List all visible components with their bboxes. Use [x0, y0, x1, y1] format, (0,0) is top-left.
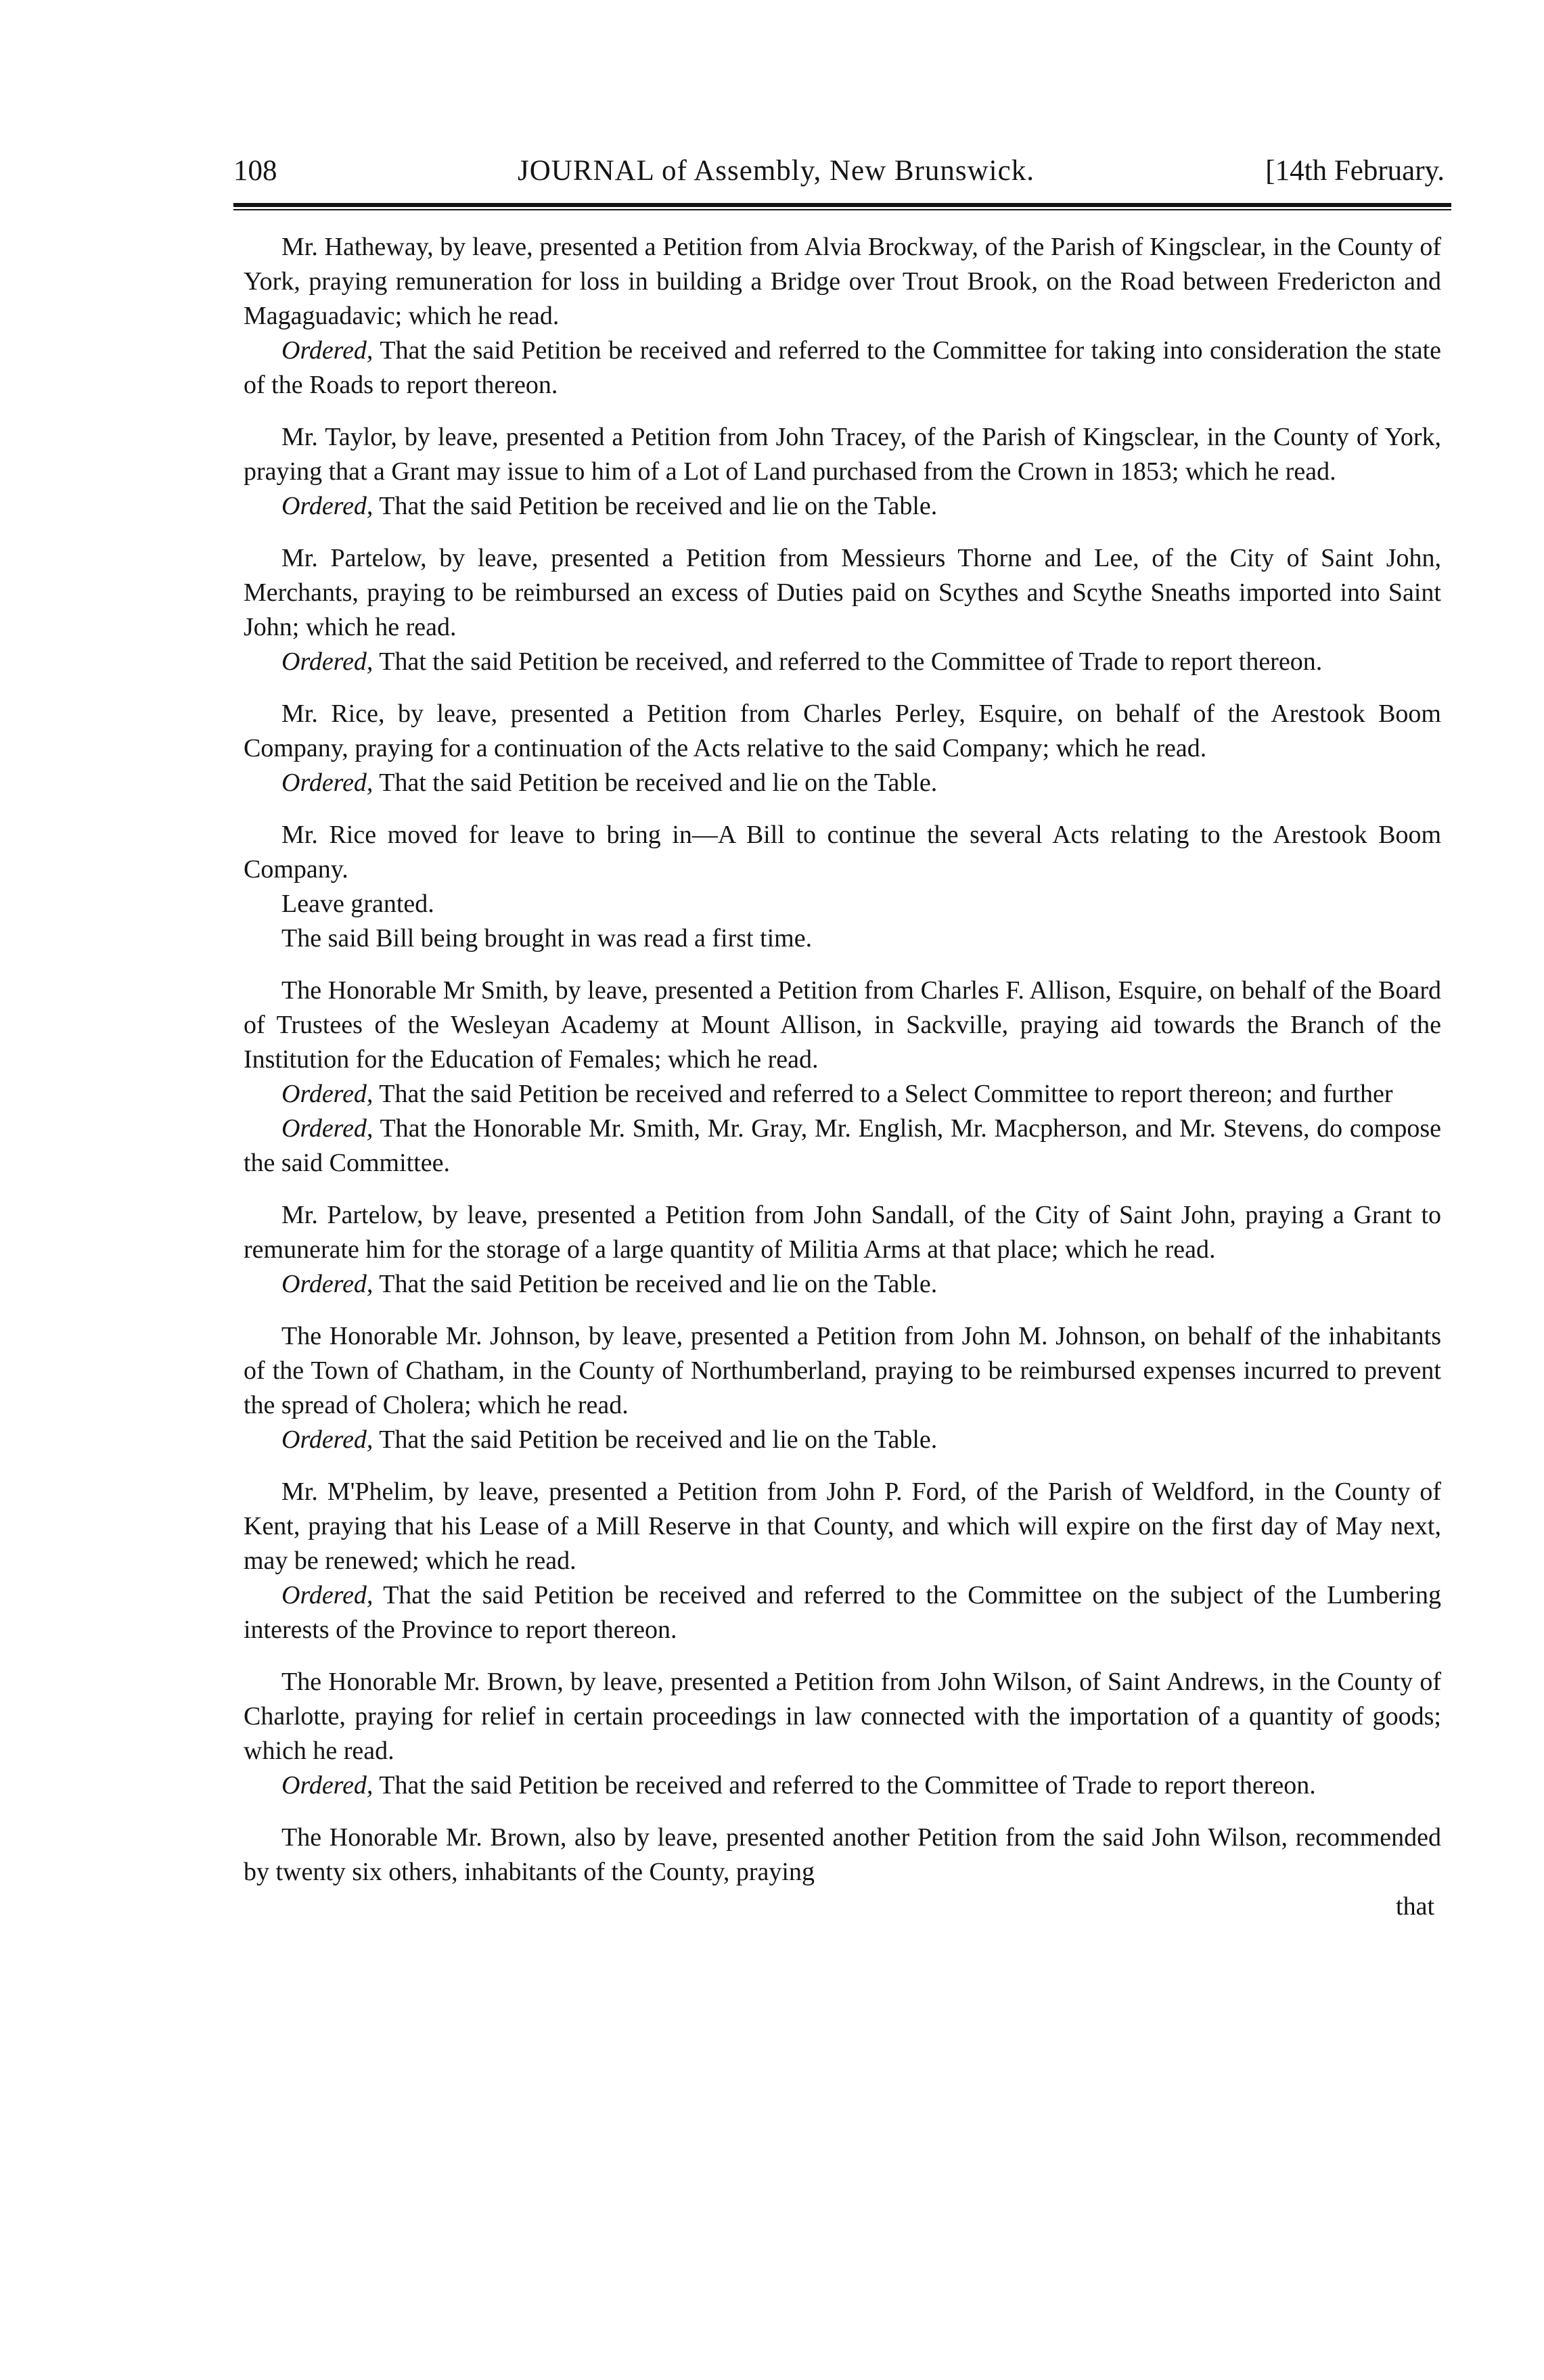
- ordered-text: That the said Petition be received and lie on the Table.: [379, 1425, 938, 1454]
- entry-text: The Honorable Mr. Johnson, by leave, presented a Petition from John M. Johnson, on behalf of the inhabitants of the Town of Chatham, in the County of Northumberland, praying to be reimbursed expenses incurred to prevent the spread of Cholera; which he read.: [244, 1322, 1441, 1419]
- entry-mphelim-ford: [244, 1475, 1441, 1647]
- ordered-label: Ordered,: [281, 647, 373, 676]
- entry-rice-perley: [244, 697, 1441, 800]
- page-number: 108: [233, 155, 277, 187]
- header-rule: [233, 203, 1451, 210]
- entry-hatheway-brockway: [244, 230, 1441, 403]
- entry-brown-wilson-second: [244, 1821, 1441, 1924]
- ordered-label: Ordered,: [281, 1425, 373, 1454]
- entry-text: Mr. Partelow, by leave, presented a Petition from John Sandall, of the City of Saint John, praying a Grant to remunerate him for the storage of a large quantity of Militia Arms at that place; which he read.: [244, 1201, 1441, 1264]
- ordered-label: Ordered,: [281, 1270, 373, 1298]
- entry-text: Mr. Taylor, by leave, presented a Petition from John Tracey, of the Parish of Kingsclear, in the County of York, praying that a Grant may issue to him of a Lot of Land purchased from the Crown in 1853; which he read.: [244, 423, 1441, 486]
- entry-text: Mr. Partelow, by leave, presented a Petition from Messieurs Thorne and Lee, of the City of Saint John, Merchants, praying to be reimbursed an excess of Duties paid on Scythes and Scythe Sneaths imported into Saint John; which he read.: [244, 544, 1441, 641]
- journal-body: [244, 230, 1441, 1942]
- running-title: JOURNAL of Assembly, New Brunswick.: [518, 155, 1035, 187]
- entry-text: Mr. M'Phelim, by leave, presented a Petition from John P. Ford, of the Parish of Weldford, in the County of Kent, praying that his Lease of a Mill Reserve in that County, and which will expire on the first day of May next, may be renewed; which he read.: [244, 1478, 1441, 1575]
- catchword: that: [1396, 1892, 1434, 1921]
- ordered-text: That the Honorable Mr. Smith, Mr. Gray, Mr. English, Mr. Macpherson, and Mr. Stevens, do compose the said Committee.: [244, 1114, 1441, 1177]
- header-date: [14th February.: [1265, 155, 1445, 187]
- entry-text: The Honorable Mr Smith, by leave, presented a Petition from Charles F. Allison, Esquire, on behalf of the Board of Trustees of the Wesleyan Academy at Mount Allison, in Sackville, praying aid towards the Branch of the Institution for the Education of Females; which he read.: [244, 976, 1441, 1074]
- ordered-label: Ordered,: [281, 1080, 373, 1108]
- entry-text: The Honorable Mr. Brown, by leave, presented a Petition from John Wilson, of Saint Andrews, in the County of Charlotte, praying for relief in certain proceedings in law connected with the importation of a quantity of goods; which he read.: [244, 1668, 1441, 1765]
- leave-granted: Leave granted.: [281, 890, 434, 918]
- ordered-label: Ordered,: [281, 1114, 373, 1143]
- entry-taylor-tracey: [244, 420, 1441, 524]
- entry-johnson-chatham: [244, 1319, 1441, 1457]
- entry-partelow-thorne-lee: [244, 541, 1441, 679]
- running-header: [233, 147, 1445, 195]
- entry-text: Mr. Hatheway, by leave, presented a Petition from Alvia Brockway, of the Parish of Kingsclear, in the County of York, praying remuneration for loss in building a Bridge over Trout Brook, on the Road between Fredericton and Magaguadavic; which he read.: [244, 233, 1441, 330]
- entry-text: Mr. Rice moved for leave to bring in—A Bill to continue the several Acts relating to the Arestook Boom Company.: [244, 821, 1441, 884]
- entry-text: The Honorable Mr. Brown, also by leave, presented another Petition from the said John Wilson, recommended by twenty six others, inhabitants of the County, praying: [244, 1823, 1441, 1886]
- entry-smith-allison: [244, 974, 1441, 1181]
- ordered-text: That the said Petition be received and referred to the Committee on the subject of the Lumbering interests of the Province to report thereon.: [244, 1581, 1441, 1644]
- ordered-text: That the said Petition be received and lie on the Table.: [379, 492, 938, 520]
- ordered-label: Ordered,: [281, 492, 373, 520]
- ordered-text: That the said Petition be received and referred to a Select Committee to report thereon; and further: [379, 1080, 1393, 1108]
- ordered-label: Ordered,: [281, 336, 373, 365]
- ordered-text: That the said Petition be received and lie on the Table.: [379, 1270, 938, 1298]
- ordered-label: Ordered,: [281, 1581, 373, 1609]
- ordered-text: That the said Petition be received and lie on the Table.: [379, 769, 938, 797]
- entry-text: Mr. Rice, by leave, presented a Petition from Charles Perley, Esquire, on behalf of the Arestook Boom Company, praying for a continuation of the Acts relative to the said Company; which he read.: [244, 700, 1441, 762]
- ordered-text: That the said Petition be received and referred to the Committee for taking into consideration the state of the Roads to report thereon.: [244, 336, 1441, 399]
- ordered-text: That the said Petition be received and referred to the Committee of Trade to report thereon.: [379, 1771, 1316, 1800]
- entry-partelow-sandall: [244, 1198, 1441, 1302]
- ordered-label: Ordered,: [281, 769, 373, 797]
- entry-brown-wilson: [244, 1665, 1441, 1803]
- ordered-label: Ordered,: [281, 1771, 373, 1800]
- ordered-text: That the said Petition be received, and referred to the Committee of Trade to report thereon.: [379, 647, 1323, 676]
- entry-rice-bill: [244, 818, 1441, 956]
- bill-first-reading: The said Bill being brought in was read a first time.: [281, 924, 813, 953]
